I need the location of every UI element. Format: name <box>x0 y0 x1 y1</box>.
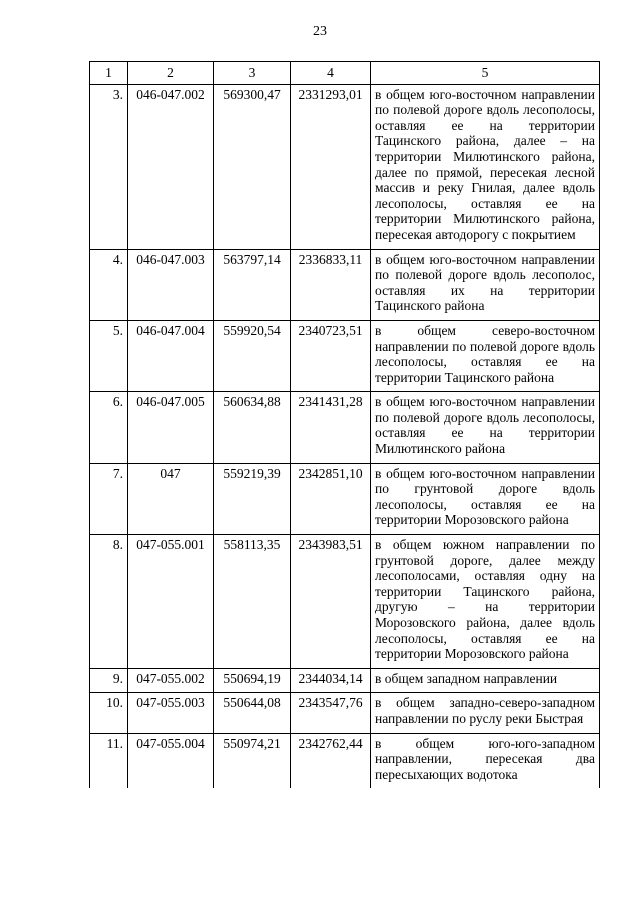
row-number: 4. <box>90 249 128 320</box>
table-row <box>90 668 600 693</box>
coordinate-y: 2343983,51 <box>291 535 371 669</box>
coordinate-y: 2342851,10 <box>291 463 371 534</box>
table-row <box>90 733 600 788</box>
row-number: 9. <box>90 668 128 693</box>
boundary-description: в общем южном направлении по грунтовой дороге, далее между лесополосами, оставляя одну на территории Тацинского района, другую – на территории Морозовского района, далее вдоль лесополосы, оставляя ее на территории Морозовского района <box>371 535 600 669</box>
point-code: 046-047.004 <box>128 320 214 391</box>
table-row <box>90 693 600 733</box>
row-number: 7. <box>90 463 128 534</box>
point-code: 046-047.005 <box>128 392 214 463</box>
column-header: 2 <box>128 62 214 85</box>
point-code: 046-047.002 <box>128 84 214 249</box>
table-row <box>90 84 600 249</box>
table-row <box>90 392 600 463</box>
page-number: 23 <box>313 24 327 39</box>
point-code: 047-055.003 <box>128 693 214 733</box>
point-code: 046-047.003 <box>128 249 214 320</box>
coordinate-x: 558113,35 <box>214 535 291 669</box>
row-number: 11. <box>90 733 128 788</box>
coordinate-x: 569300,47 <box>214 84 291 249</box>
coordinate-x: 560634,88 <box>214 392 291 463</box>
coordinate-x: 550644,08 <box>214 693 291 733</box>
row-number: 8. <box>90 535 128 669</box>
column-header: 3 <box>214 62 291 85</box>
coordinate-x: 550974,21 <box>214 733 291 788</box>
boundary-description: в общем юго-юго-западном направлении, пересекая два пересыхающих водотока <box>371 733 600 788</box>
coordinate-y: 2343547,76 <box>291 693 371 733</box>
point-code: 047-055.002 <box>128 668 214 693</box>
table-row <box>90 535 600 669</box>
row-number: 5. <box>90 320 128 391</box>
coordinate-x: 563797,14 <box>214 249 291 320</box>
coordinate-x: 559219,39 <box>214 463 291 534</box>
coordinate-y: 2340723,51 <box>291 320 371 391</box>
row-number: 6. <box>90 392 128 463</box>
coordinate-y: 2341431,28 <box>291 392 371 463</box>
row-number: 3. <box>90 84 128 249</box>
boundary-description: в общем западно-северо-западном направлении по руслу реки Быстрая <box>371 693 600 733</box>
boundary-table <box>89 61 600 788</box>
coordinate-y: 2336833,11 <box>291 249 371 320</box>
coordinate-x: 550694,19 <box>214 668 291 693</box>
row-number: 10. <box>90 693 128 733</box>
table-row <box>90 249 600 320</box>
column-header: 1 <box>90 62 128 85</box>
column-header: 4 <box>291 62 371 85</box>
coordinate-y: 2331293,01 <box>291 84 371 249</box>
coordinate-y: 2344034,14 <box>291 668 371 693</box>
boundary-description: в общем юго-восточном направлении по полевой дороге вдоль лесополосы, оставляя ее на территории Тацинского района, далее – на территории Милютинского района, далее по прямой, пересекая лесной массив и реку Гнилая, далее вдоль лесополосы, оставляя ее на территории Милютинского района, пересекая автодорогу с покрытием <box>371 84 600 249</box>
column-header: 5 <box>371 62 600 85</box>
boundary-description: в общем юго-восточном направлении по полевой дороге вдоль лесополос, оставляя их на территории Тацинского района <box>371 249 600 320</box>
boundary-description: в общем юго-восточном направлении по полевой дороге вдоль лесополосы, оставляя ее на территории Милютинского района <box>371 392 600 463</box>
point-code: 047-055.004 <box>128 733 214 788</box>
boundary-description: в общем западном направлении <box>371 668 600 693</box>
point-code: 047 <box>128 463 214 534</box>
table-row <box>90 320 600 391</box>
coordinate-y: 2342762,44 <box>291 733 371 788</box>
header-row <box>90 62 600 85</box>
coordinate-x: 559920,54 <box>214 320 291 391</box>
point-code: 047-055.001 <box>128 535 214 669</box>
boundary-description: в общем юго-восточном направлении по грунтовой дороге вдоль лесополосы, оставляя ее на территории Морозовского района <box>371 463 600 534</box>
table-row <box>90 463 600 534</box>
boundary-description: в общем северо-восточном направлении по полевой дороге вдоль лесополосы, оставляя ее на территории Тацинского района <box>371 320 600 391</box>
